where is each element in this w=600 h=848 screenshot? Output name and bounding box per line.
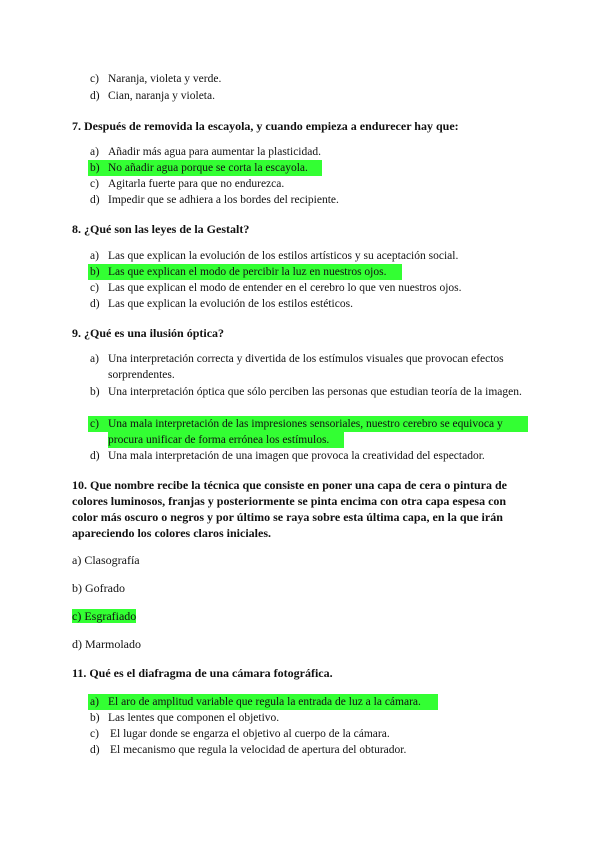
question-10: 10. Que nombre recibe la técnica que consiste en poner una capa de cera o pintura de colores luminosos, franjas y posteriormente se pinta encima con otra capa espesa con color más oscuro o negros y por último se raya sobre esta última capa, en la que irán apareciendo los colores claros iniciales. — [72, 478, 507, 540]
q7-option-c: c) Agitarla fuerte para que no endurezca. — [90, 178, 285, 190]
q9-option-a: a) Una interpretación correcta y divertida de los estímulos visuales que provocan efectos sorprendentes. — [90, 353, 504, 381]
q7-option-d: d) Impedir que se adhiera a los bordes del recipiente. — [90, 194, 339, 206]
q6-option-d: d) Cian, naranja y violeta. — [90, 90, 215, 102]
q7-option-a: a) Añadir más agua para aumentar la plasticidad. — [90, 146, 321, 158]
q8-option-b: b) Las que explican el modo de percibir la luz en nuestros ojos. — [90, 264, 530, 280]
q6-option-c: c) Naranja, violeta y verde. — [90, 73, 222, 85]
question-8: 8. ¿Qué son las leyes de la Gestalt? — [72, 222, 250, 236]
q10-option-b: b) Gofrado — [72, 581, 125, 595]
q9-option-b: b) Una interpretación óptica que sólo perciben las personas que estudian teoría de la imagen. — [90, 386, 522, 398]
q10-option-c: c) Esgrafiado — [72, 609, 137, 623]
question-7: 7. Después de removida la escayola, y cuando empieza a endurecer hay que: — [72, 119, 459, 133]
q9-option-c: c) Una mala interpretación de las impresiones sensoriales, nuestro cerebro se equivoca y procura unificar de forma errónea los estímulos. — [90, 416, 530, 448]
q11-option-b: b) Las lentes que componen el objetivo. — [90, 712, 280, 724]
q11-option-c: c) El lugar donde se engarza el objetivo al cuerpo de la cámara. — [90, 728, 390, 740]
q11-option-d: d) El mecanismo que regula la velocidad de apertura del obturador. — [90, 744, 407, 756]
q8-option-d: d) Las que explican la evolución de los estilos estéticos. — [90, 298, 353, 310]
question-11: 11. Qué es el diafragma de una cámara fotográfica. — [72, 666, 333, 680]
q10-option-a: a) Clasografía — [72, 553, 140, 567]
q8-option-c: c) Las que explican el modo de entender en el cerebro lo que ven nuestros ojos. — [90, 282, 462, 294]
q7-option-b: b) No añadir agua porque se corta la escayola. — [90, 160, 530, 176]
q8-option-a: a) Las que explican la evolución de los estilos artísticos y su aceptación social. — [90, 250, 459, 262]
q9-option-d: d) Una mala interpretación de una imagen que provoca la creatividad del espectador. — [90, 450, 485, 462]
q10-option-d: d) Marmolado — [72, 637, 141, 651]
q11-option-a: a) El aro de amplitud variable que regula la entrada de luz a la cámara. — [90, 694, 530, 710]
question-9: 9. ¿Qué es una ilusión óptica? — [72, 326, 225, 340]
